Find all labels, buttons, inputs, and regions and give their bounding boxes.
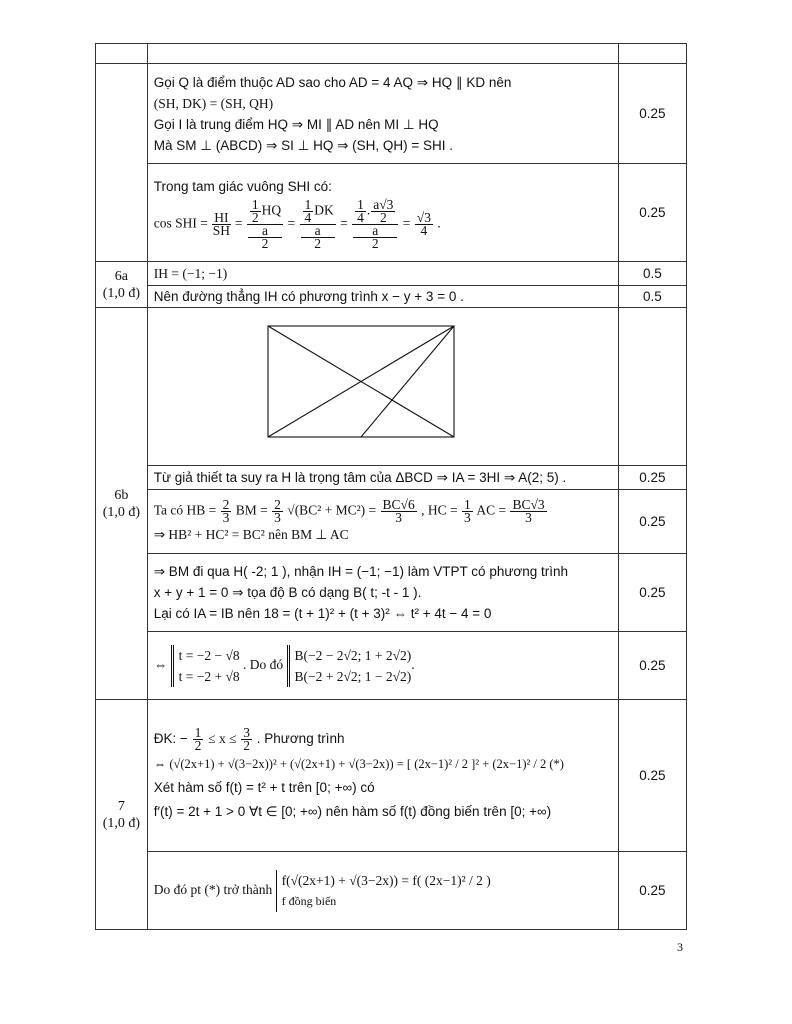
text-line: Mà SM ⊥ (ABCD) ⇒ SI ⊥ HQ ⇒ (SH, QH) = SHI . — [153, 137, 454, 153]
text-line: Lại có IA = IB nên 18 = (t + 1)² + (t + 3)² ⇔ t² + 4t − 4 = 0 — [153, 606, 492, 621]
period: . — [411, 656, 415, 672]
fraction: $\frac{√3}{4}$ — [416, 209, 431, 238]
math-line: (SH, DK) = (SH, QH) — [153, 95, 274, 111]
question-points: (1,0 đ) — [102, 285, 141, 301]
content-cell — [147, 554, 618, 632]
b-solutions — [287, 645, 415, 687]
score: 0.25 — [618, 852, 686, 930]
fraction: $\frac{HI}{SH}$ — [212, 209, 230, 238]
point-b2: B(−2 + 2√2; 1 − 2√2) — [294, 668, 412, 684]
row-6b-bm-line — [96, 554, 687, 632]
text-line: f′(t) = 2t + 1 > 0 ∀t ∈ [0; +∞) nên hàm số f(t) đồng biến trên [0; +∞) — [153, 804, 552, 819]
text-line: ⇒ HB² + HC² = BC² nên BM ⊥ AC — [153, 526, 349, 542]
cos-label: cos SHI = — [153, 215, 208, 231]
row-cos-shi — [96, 164, 687, 262]
score: 0.25 — [618, 490, 686, 554]
t-solutions — [171, 645, 240, 687]
equation-star: ⇔ (√(2x+1) + √(3−2x))² + (√(2x+1) + √(3−2x)) = [ (2x−1)² / 2 ]² + (2x−1)² / 2 (*) — [153, 757, 564, 771]
page-number: 3 — [677, 940, 683, 954]
figure-cell — [147, 308, 618, 466]
text-line: Xét hàm số f(t) = t² + t trên [0; +∞) có — [153, 780, 375, 795]
text-line: Gọi Q là điểm thuộc AD sao cho AD = 4 AQ ⇒ HQ ∥ KD nên — [153, 74, 512, 90]
row-7-conclusion — [96, 852, 687, 930]
question-points: (1,0 đ) — [102, 815, 141, 831]
text-line: Gọi I là trung điểm HQ ⇒ MI ∥ AD nên MI ⊥ HQ — [153, 116, 439, 132]
question-number: 6a — [114, 268, 128, 284]
rectangle-figure — [148, 309, 618, 465]
equals: = — [340, 215, 348, 231]
row-angle-sh-dk — [96, 64, 687, 164]
score: 0.5 — [618, 262, 686, 286]
question-number: 6b — [114, 487, 129, 503]
score: 0.25 — [618, 64, 686, 164]
segment-bm — [361, 326, 454, 437]
point-b1: B(−2 − 2√2; 1 + 2√2) — [294, 647, 412, 663]
content-cell: Nên đường thẳng IH có phương trình x − y + 3 = 0 . — [147, 286, 618, 308]
period: . — [437, 215, 441, 231]
row-6b-centroid — [96, 466, 687, 490]
header-row — [96, 44, 687, 64]
question-number: 7 — [117, 798, 125, 814]
content-cell — [147, 700, 618, 852]
question-label — [96, 262, 148, 308]
content-cell — [147, 64, 618, 164]
equivalent-sign: ⇔ — [153, 656, 168, 672]
text-line: x + y + 1 = 0 ⇒ tọa độ B có dạng B( t; -t - 1 ). — [153, 585, 422, 600]
content-cell: Từ giả thiết ta suy ra H là trọng tâm của ΔBCD ⇒ IA = 3HI ⇒ A(2; 5) . — [147, 466, 618, 490]
row-7-function — [96, 700, 687, 852]
equation-f: f(√(2x+1) + √(3−2x)) = f( (2x−1)² / 2 ) — [281, 872, 491, 888]
row-6b-figure — [96, 308, 687, 466]
content-cell — [147, 632, 618, 700]
content-cell — [147, 164, 618, 262]
equals: = — [287, 215, 296, 231]
solution-table — [95, 43, 687, 930]
text-line: Trong tam giác vuông SHI có: — [153, 178, 332, 194]
content-cell: IH = (−1; −1) — [147, 262, 618, 286]
label-cell — [96, 64, 148, 262]
row-6b-solutions — [96, 632, 687, 700]
score: 0.25 — [618, 700, 686, 852]
row-6b-hb-hc — [96, 490, 687, 554]
score: 0.25 — [618, 466, 686, 490]
solution-t1: t = −2 − √8 — [178, 647, 240, 663]
system — [276, 870, 491, 912]
text-do-do: . Do đó — [243, 656, 284, 672]
score: 0.25 — [618, 164, 686, 262]
text-line: Do đó pt (*) trở thành — [153, 881, 273, 897]
score: 0.25 — [618, 632, 686, 700]
content-cell — [147, 44, 618, 64]
score: 0.25 — [618, 554, 686, 632]
fraction: $\frac{1}{2}$ HQ a 2 — [247, 199, 283, 250]
row-6a-line — [96, 286, 687, 308]
text-line: ⇒ BM đi qua H( -2; 1 ), nhận IH = (−1; −1) làm VTPT có phương trình — [153, 564, 569, 579]
question-label — [96, 308, 148, 700]
row-6a-vector — [96, 262, 687, 286]
score-cell — [618, 308, 686, 466]
cos-formula — [153, 196, 612, 251]
question-points: (1,0 đ) — [102, 504, 141, 520]
monotone-note: f đồng biến — [281, 893, 337, 908]
solution-t2: t = −2 + √8 — [178, 668, 240, 684]
score: 0.5 — [618, 286, 686, 308]
equals: = — [402, 215, 411, 231]
fraction: $\frac{1}{4}$ . $\frac{a√3}{2}$ a 2 — [352, 199, 398, 250]
content-cell — [147, 852, 618, 930]
content-cell — [147, 490, 618, 554]
equals: = — [234, 215, 243, 231]
label-cell — [96, 44, 148, 64]
fraction: $\frac{1}{4}$ DK a 2 — [300, 199, 336, 250]
question-label — [96, 700, 148, 930]
score-cell — [618, 44, 686, 64]
hb-hc-formula: Ta có HB = $\frac{2}{3}$ BM = $\frac{2}{3}$ √(BC² + MC²) = $\frac{BC√6}{3}$ , HC = $\frac{1}{3}$ AC = $\frac{BC√3}{3}$ — [153, 496, 545, 525]
domain-condition: ĐK: − $\frac{1}{2}$ ≤ x ≤ $\frac{3}{2}$ . Phương trình — [153, 725, 345, 753]
